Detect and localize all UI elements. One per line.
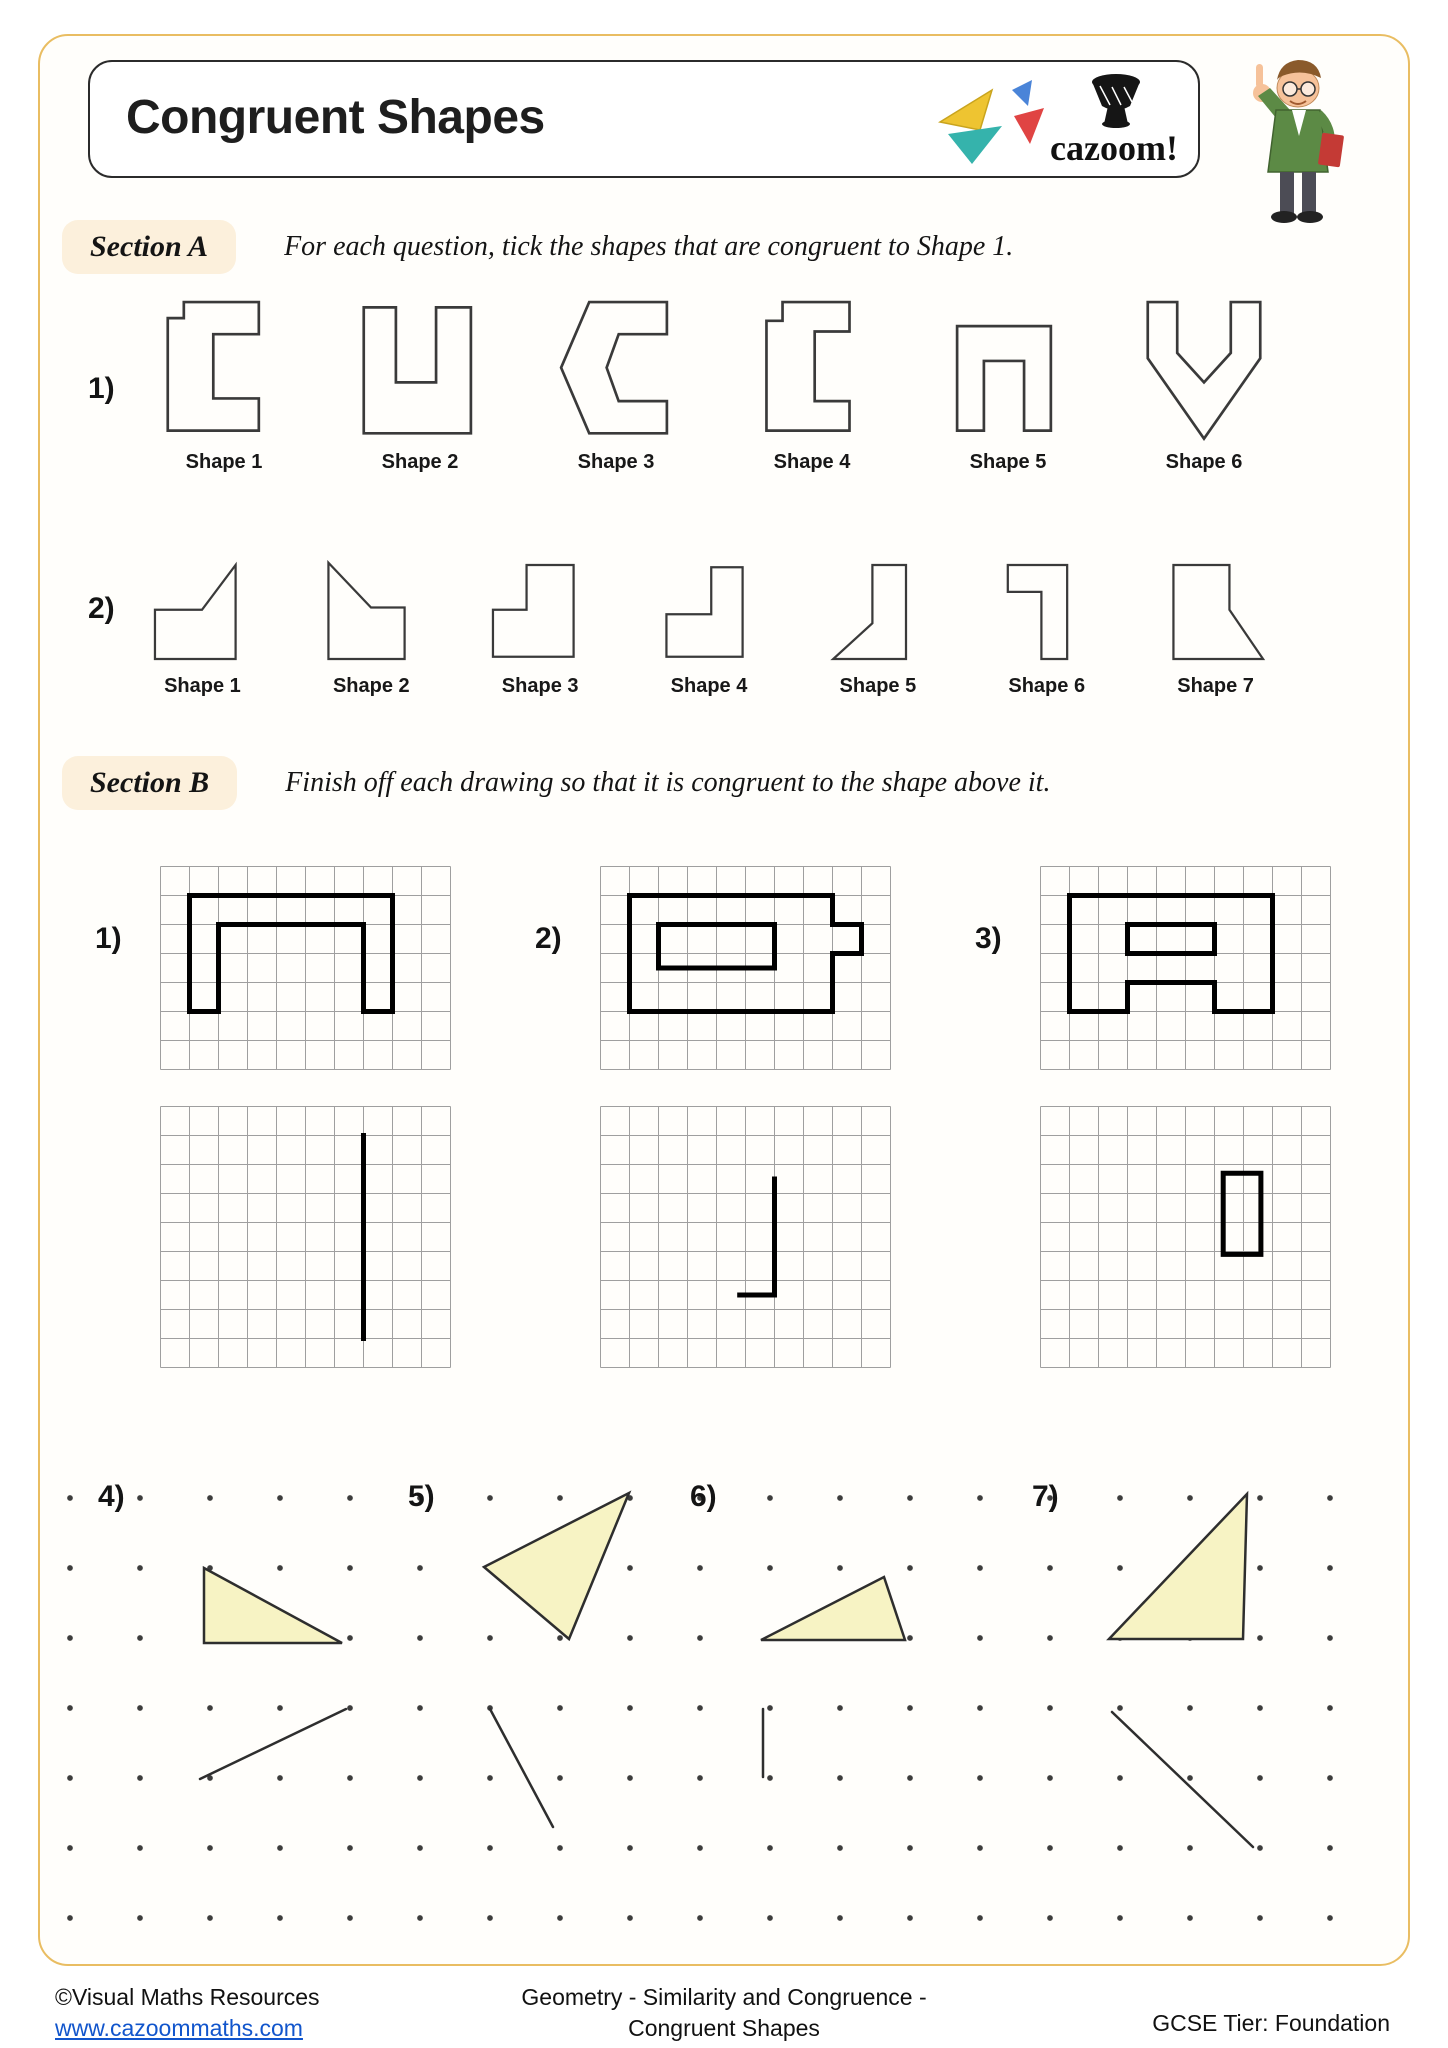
section-b-instruction: Finish off each drawing so that it is congruent to the shape above it. [285, 767, 1051, 798]
reference-grid [600, 866, 891, 1070]
copyright-text: ©Visual Maths Resources [55, 1984, 320, 2010]
shape-drawing [822, 556, 934, 668]
shape-label: Shape 5 [969, 451, 1047, 473]
shape-label: Shape 4 [773, 451, 851, 473]
grid-question-3-number: 3) [975, 922, 1002, 955]
teacher-illustration [1232, 50, 1372, 230]
question-2-number: 2) [88, 592, 115, 625]
brand-text: cazoom! [1050, 128, 1178, 166]
shape-drawing [484, 556, 596, 668]
shape-label: Shape 6 [1165, 451, 1243, 473]
section-b-label: Section B [62, 756, 237, 810]
shape-label: Shape 2 [381, 451, 459, 473]
logo-triangle-red [1014, 108, 1044, 144]
shape-label: Shape 3 [501, 675, 579, 697]
footer-topic-line2: Congruent Shapes [628, 2015, 820, 2042]
shape-label: Shape 6 [1008, 675, 1086, 697]
shape-drawing [653, 556, 765, 668]
shape-label: Shape 4 [670, 675, 748, 697]
section-b-header [62, 756, 1050, 810]
shape-cell [322, 294, 518, 474]
grid-2-top [600, 866, 891, 1070]
dot-grid-area [60, 1468, 1390, 1948]
shape-label: Shape 2 [332, 675, 410, 697]
shape-cell [1106, 294, 1302, 474]
shape-drawing [353, 294, 487, 444]
shape-cell [126, 294, 322, 474]
shape-cell [1131, 556, 1300, 698]
section-a-instruction: For each question, tick the shapes that are congruent to Shape 1. [284, 231, 1014, 262]
grid-2-bottom [600, 1106, 891, 1368]
grid-question-2-number: 2) [535, 922, 562, 955]
question-2-shapes [118, 556, 1300, 698]
question-6-number: 6) [690, 1480, 717, 1513]
shape-label: Shape 1 [185, 451, 263, 473]
shape-drawing [991, 556, 1103, 668]
shape-cell [793, 556, 962, 698]
grid-3-top [1040, 866, 1331, 1070]
reference-grid [160, 866, 451, 1070]
shape-drawing [941, 294, 1075, 444]
shape-cell [910, 294, 1106, 474]
website-link[interactable]: www.cazoommaths.com [55, 2015, 303, 2042]
shape-drawing [745, 294, 879, 444]
answer-grid [160, 1106, 451, 1368]
section-a-label: Section A [62, 220, 236, 274]
question-1-shapes [126, 294, 1302, 474]
page-title: Congruent Shapes [126, 91, 545, 144]
reference-grid [1040, 866, 1331, 1070]
shape-label: Shape 7 [1177, 675, 1254, 697]
drum-icon [1092, 74, 1140, 128]
question-5-number: 5) [408, 1480, 435, 1513]
logo-triangle-teal [948, 126, 1002, 164]
question-7-number: 7) [1032, 1480, 1059, 1513]
cazoom-logo [938, 70, 1198, 166]
grid-3-bottom [1040, 1106, 1331, 1368]
grid-1-top [160, 866, 451, 1070]
grid-question-1-number: 1) [95, 922, 122, 955]
shape-label: Shape 5 [839, 675, 917, 697]
shape-cell [518, 294, 714, 474]
dot-grid-canvas [60, 1468, 1390, 1948]
question-1-number: 1) [88, 372, 115, 405]
answer-grid [600, 1106, 891, 1368]
shape-cell [962, 556, 1131, 698]
shape-cell [287, 556, 456, 698]
shape-cell [118, 556, 287, 698]
shape-cell [714, 294, 910, 474]
logo-triangle-yellow [940, 90, 992, 130]
shape-cell [456, 556, 625, 698]
grid-1-bottom [160, 1106, 451, 1368]
shape-drawing [157, 294, 291, 444]
footer-topic-line1: Geometry - Similarity and Congruence - [521, 1984, 927, 2010]
answer-grid [1040, 1106, 1331, 1368]
shape-drawing [549, 294, 683, 444]
shape-cell [625, 556, 794, 698]
shape-drawing [315, 556, 427, 668]
shape-label: Shape 1 [164, 675, 241, 697]
section-a-header [62, 220, 1013, 274]
header [88, 60, 1200, 178]
logo-triangle-blue [1012, 80, 1032, 106]
footer-tier: GCSE Tier: Foundation [1152, 2010, 1390, 2036]
shape-drawing [146, 556, 258, 668]
shape-label: Shape 3 [577, 451, 655, 473]
question-4-number: 4) [98, 1480, 125, 1513]
shape-drawing [1160, 556, 1272, 668]
shape-drawing [1137, 294, 1271, 444]
